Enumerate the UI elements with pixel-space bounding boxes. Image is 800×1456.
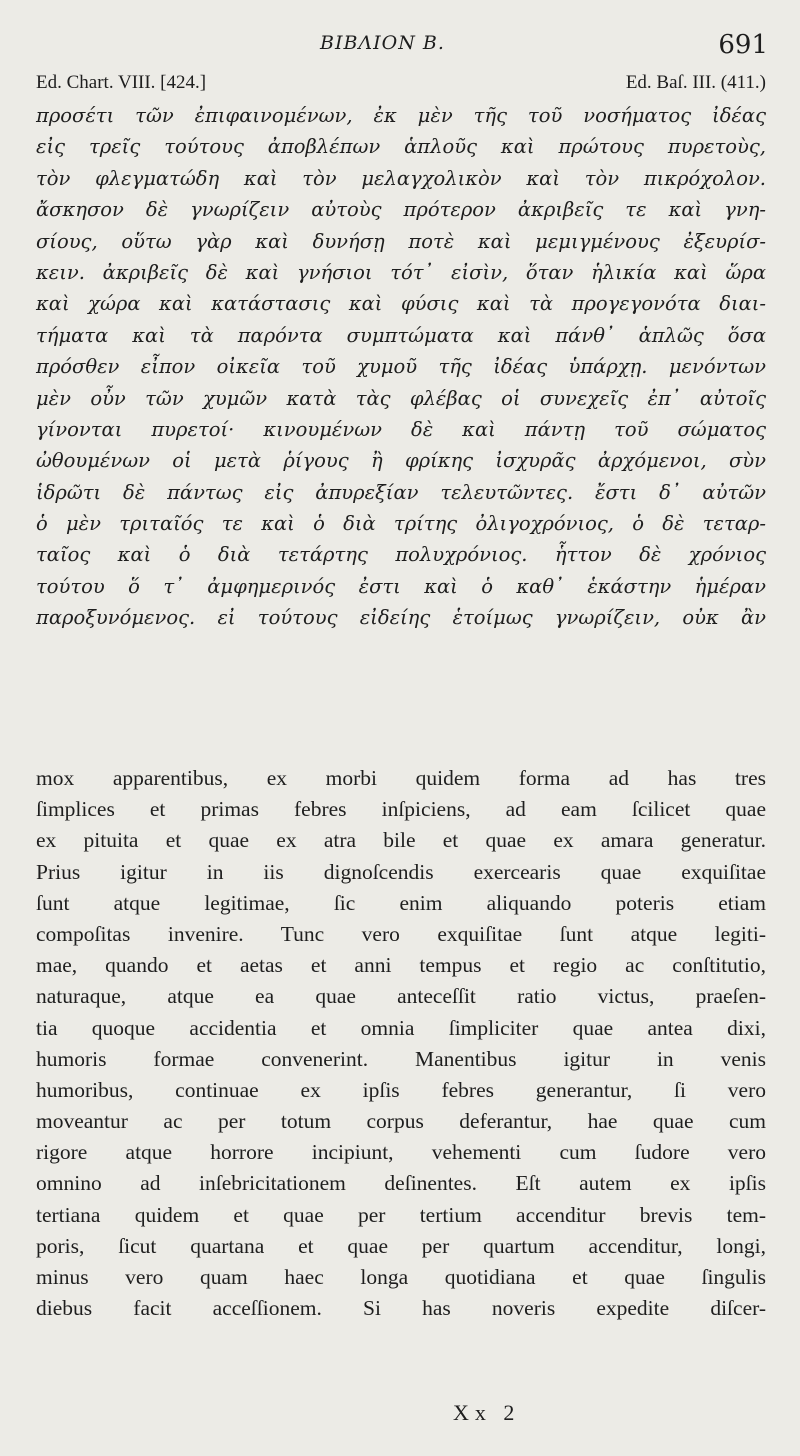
running-head [0, 30, 800, 58]
greek-line: ταῖος καὶ ὁ διὰ τετάρτης πολυχρόνιος. ἧττον δὲ χρόνιος [36, 543, 766, 567]
latin-line: diebus facit acceſſionem. Si has noveris expedite diſcer- [36, 1296, 766, 1321]
greek-line: τὸν φλεγματώδη καὶ τὸν μελαγχολικὸν καὶ τὸν πικρόχολον. [36, 166, 766, 190]
edition-references [36, 72, 766, 96]
edition-chart-reference: Ed. Chart. VIII. [424.] [36, 72, 207, 93]
latin-line: humoribus, continuae ex ipſis febres generantur, ſi vero [36, 1077, 766, 1102]
latin-text-block [36, 763, 766, 1324]
greek-line: σίους, οὕτω γὰρ καὶ δυνήσῃ ποτὲ καὶ μεμιγμένους ἐξευρίσ- [36, 229, 766, 253]
greek-line: προσέτι τῶν ἐπιφαινομένων, ἐκ μὲν τῆς τοῦ νοσήματος ἰδέας [36, 104, 766, 127]
latin-line: poris, ſicut quartana et quae per quartum accenditur, longi, [36, 1233, 766, 1258]
greek-line: παροξυνόμενος. εἰ τούτους εἰδείης ἑτοίμως γνωρίζειν, οὐκ ἂν [36, 606, 766, 630]
latin-line: naturaque, atque ea quae anteceſſit ratio victus, praeſen- [36, 984, 766, 1009]
latin-line: tia quoque accidentia et omnia ſimpliciter quae antea dixi, [36, 1015, 766, 1040]
latin-line: mox apparentibus, ex morbi quidem forma ad has tres [36, 766, 766, 790]
greek-line: ἄσκησον δὲ γνωρίζειν αὐτοὺς πρότερον ἀκριβεῖς τε καὶ γνη- [36, 198, 766, 222]
greek-line: καὶ χώρα καὶ κατάστασις καὶ φύσις καὶ τὰ προγεγονότα διαι- [36, 292, 766, 316]
latin-line: compoſitas invenire. Tunc vero exquiſitae ſunt atque legiti- [36, 921, 766, 946]
signature-mark: Xx 2 [453, 1400, 521, 1425]
greek-line: κειν. ἀκριβεῖς δὲ καὶ γνήσιοι τότ᾽ εἰσὶν, ὅταν ἡλικία καὶ ὥρα [36, 260, 766, 284]
greek-line: ὁ μὲν τριταῖός τε καὶ ὁ διὰ τρίτης ὀλιγοχρόνιος, ὁ δὲ τεταρ- [36, 512, 766, 536]
latin-line: omnino ad inſebricitationem deſinentes. Eſt autem ex ipſis [36, 1171, 766, 1196]
greek-line: ὠθουμένων οἱ μετὰ ῥίγους ἢ φρίκης ἰσχυρᾶς ἀρχόμενοι, σὺν [36, 449, 766, 473]
running-title: ΒΙΒΛΙΟΝ Β. [320, 32, 445, 54]
greek-line: μὲν οὖν τῶν χυμῶν κατὰ τὰς φλέβας οἱ συνεχεῖς ἐπ᾽ αὐτοῖς [36, 386, 766, 410]
latin-line: minus vero quam haec longa quotidiana et quae ſingulis [36, 1265, 766, 1289]
latin-line: tertiana quidem et quae per tertium accenditur brevis tem- [36, 1202, 766, 1227]
latin-line: ex pituita et quae ex atra bile et quae ex amara generatur. [36, 828, 766, 853]
latin-line: ſunt atque legitimae, ſic enim aliquando poteris etiam [36, 890, 766, 915]
greek-line: πρόσθεν εἶπον οἰκεῖα τοῦ χυμοῦ τῆς ἰδέας ὑπάρχῃ. μενόντων [36, 355, 766, 379]
latin-line: ſimplices et primas febres inſpiciens, ad eam ſcilicet quae [36, 797, 766, 822]
edition-basel-reference: Ed. Baſ. III. (411.) [625, 72, 766, 93]
latin-line: mae, quando et aetas et anni tempus et regio ac conſtitutio, [36, 953, 766, 978]
latin-line: rigore atque horrore incipiunt, vehementi cum ſudore vero [36, 1140, 766, 1165]
latin-line: Prius igitur in iis dignoſcendis exercearis quae exquiſitae [36, 859, 766, 884]
greek-line: τούτου ὅ τ᾽ ἀμφημερινός ἐστι καὶ ὁ καθ᾽ ἑκάστην ἡμέραν [36, 574, 766, 598]
greek-line: τήματα καὶ τὰ παρόντα συμπτώματα καὶ πάνθ᾽ ἁπλῶς ὅσα [36, 323, 766, 347]
page-number: 691 [718, 30, 768, 60]
greek-text-block [36, 100, 766, 634]
greek-line: εἰς τρεῖς τούτους ἀποβλέπων ἁπλοῦς καὶ πρώτους πυρετοὺς, [36, 135, 766, 159]
greek-line: ἱδρῶτι δὲ πάντως εἰς ἀπυρεξίαν τελευτῶντες. ἔστι δ᾽ αὐτῶν [36, 480, 766, 504]
latin-line: humoris formae convenerint. Manentibus igitur in venis [36, 1046, 766, 1071]
greek-line: γίνονται πυρετοί· κινουμένων δὲ καὶ πάντῃ τοῦ σώματος [36, 417, 766, 441]
latin-line: moveantur ac per totum corpus deferantur, hae quae cum [36, 1109, 766, 1134]
